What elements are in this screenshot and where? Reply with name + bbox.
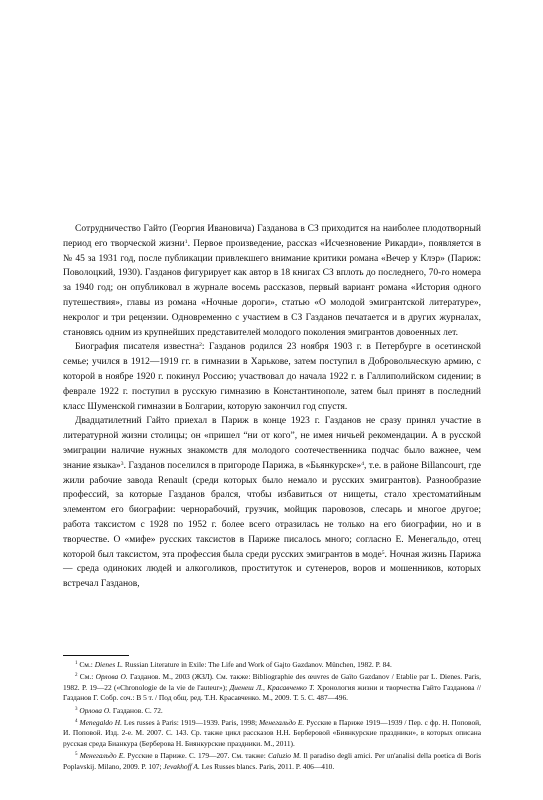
footnote-number: 2 bbox=[75, 673, 78, 679]
footnote-author: Орлова О. bbox=[95, 672, 128, 682]
footnote-author: Менегальдо Е. bbox=[259, 718, 305, 728]
text-run: . Ночная жизнь Парижа — среда одиноких людей и алкоголиков, проституток и сутенеров, воров и мошенников, которых встречал Газданов, bbox=[63, 549, 482, 590]
footnote-author: Menegaldo H. bbox=[79, 718, 122, 728]
footnote-text: Хронология жизни и творчества Гайто Газданова // Газданов Г. Собр. соч.: В 5 т. / Под общ. ред. Т.Н. Красавченко. М., 2009. Т. 5. С. 487—496. bbox=[63, 682, 481, 703]
footnote-author: Менегальдо Е. bbox=[79, 751, 126, 761]
text-run: Биография писателя известна bbox=[75, 342, 200, 353]
footnote-number: 1 bbox=[75, 661, 78, 666]
footnote-author: Диенеш Л., Красавченко Т. bbox=[229, 682, 315, 692]
footnote-text: Русские в Париже 1919—1939 / Пер. с фр. Н. Поповой, И. Поповой. Изд. 2-е. М. 2007. С. 143. Ср. также цикл рассказов Н.Н. Берберовой «Биянкурские праздники», в которых описана русская среда Бианкура (Берберова Н. Биянкурские праздники. М., 2011). bbox=[63, 718, 481, 748]
footnote-separator bbox=[63, 655, 129, 656]
text-run: . Первое произведение, рассказ «Исчезновение Рикарди», появляется в № 45 за 1931 год, после публикации привлекшего внимание критики романа «Вечер у Клэр» (Париж: Поволоцкий, 1930). Газданов фигурирует как автор в 18 книгах СЗ вплоть до последнего, 70-го номера за 1940 год; он опубликовал в журнале восемь рассказов, первый вариант романа «История одного путешествия», главы из романа «Ночные дороги», статью «О молодой эмигрантской литературе», некролог и три рецензии. Одновременно с участием в СЗ Газданов печатается и в других журналах, становясь одним из крупнейших представителей молодого поколения эмигрантов довоенных лет. bbox=[63, 238, 482, 338]
footnote-text: Газданов. С. 72. bbox=[111, 705, 163, 715]
footnote-author: Jevakhoff A. bbox=[163, 761, 200, 771]
paragraph-1 bbox=[63, 222, 481, 340]
footnotes bbox=[63, 660, 481, 772]
footnote-text: Русские в Париже. С. 179—207. См. также: bbox=[125, 751, 268, 761]
footnote-text: См.: bbox=[77, 660, 95, 669]
footnote-author: Dienes L. bbox=[94, 660, 124, 669]
footnote-number: 3 bbox=[75, 706, 78, 712]
footnote-text: Les russes à Paris: 1919—1939. Paris, 1998; bbox=[121, 718, 259, 728]
footnote-1 bbox=[63, 660, 481, 670]
footnote-ref-4[interactable]: 4 bbox=[361, 460, 364, 467]
paragraph-2 bbox=[63, 340, 481, 414]
main-text bbox=[63, 222, 481, 592]
footnote-4 bbox=[63, 718, 481, 749]
text-run: Двадцатилетний Гайто приехал в Париж в конце 1923 г. Газданов не сразу принял участие в литературной жизни столицы; он «пришел “ни от кого”, не имея ничьей рекомендации. А в русской эмиграции наличие нужных знакомств для молодого соотечественника подчас было важнее, чем знание языка» bbox=[63, 416, 481, 471]
footnote-ref-2[interactable]: 2 bbox=[199, 342, 202, 349]
text-run: : Газданов родился 23 ноября 1903 г. в Петербурге в осетинской семье; учился в 1912—1919 гг. в гимназии в Харькове, затем поступил в Добровольческую армию, с которой в ноябре 1920 г. покинул Россию; участвовал до начала 1922 г. в Галлиполийском сидении; в феврале 1922 г. поступил в русскую гимназию в Константинополе, затем был принят в последний класс Шуменской гимназии в Болгарии, которую закончил год спустя. bbox=[63, 342, 481, 412]
footnote-5 bbox=[63, 751, 481, 772]
footnote-3 bbox=[63, 706, 481, 716]
footnote-ref-1[interactable]: 1 bbox=[184, 238, 188, 245]
footnote-ref-5[interactable]: 5 bbox=[381, 549, 385, 556]
footnote-number: 4 bbox=[75, 719, 78, 725]
footnote-text: Les Russes blancs. Paris, 2011. P. 406—410. bbox=[199, 761, 335, 771]
footnote-text: Il paradiso degli amici. Per un'analisi della poetica di Boris Poplavskij. Milano, 2009. P. 107; bbox=[63, 751, 482, 771]
footnote-ref-3[interactable]: 3 bbox=[120, 460, 124, 467]
footnote-2 bbox=[63, 672, 481, 703]
footnote-text: Газданов. М., 2003 (ЖЗЛ). См. также: Bibliographie des œuvres de Gaïto Gazdanov / Etablie par L. Dienes. Paris, 1982. P. 19—22 («Chronologie de la vie de l'auteur»); bbox=[63, 672, 481, 692]
footnote-text: См.: bbox=[77, 672, 96, 682]
text-run: , т.е. в районе Billancourt, где жили рабочие завода Renault (среди которых было немало и русских эмигрантов). Разнообразие профессий, за которые Газданов брался, чтобы избавиться от нищеты, стало хрестоматийным элементом его биографии: чернорабочий, грузчик, мойщик паровозов, слесарь и многое другое; работа таксистом с 1928 по 1952 г. более всего отразилась не только на его биографии, но и в творчестве. О «мифе» русских таксистов в Париже писалось много; согласно Е. Менегальдо, отец которой был таксистом, эта профессия была среди русских эмигрантов в моде bbox=[63, 460, 481, 560]
paragraph-3 bbox=[63, 414, 481, 592]
footnote-text: Russian Literature in Exile: The Life and Work of Gajto Gazdanov. München, 1982. P. 84. bbox=[123, 660, 392, 669]
footnote-author: Орлова О. bbox=[79, 705, 112, 715]
text-run: . Газданов поселился в пригороде Парижа, в «Бьянкурске» bbox=[123, 460, 362, 471]
text-run: Сотрудничество Гайто (Георгия Ивановича) Газданова в СЗ приходится на наиболее плодотворный период его творческой жизни bbox=[63, 224, 481, 249]
footnote-author: Caluzio M. bbox=[267, 751, 302, 761]
footnote-number: 5 bbox=[75, 752, 78, 758]
